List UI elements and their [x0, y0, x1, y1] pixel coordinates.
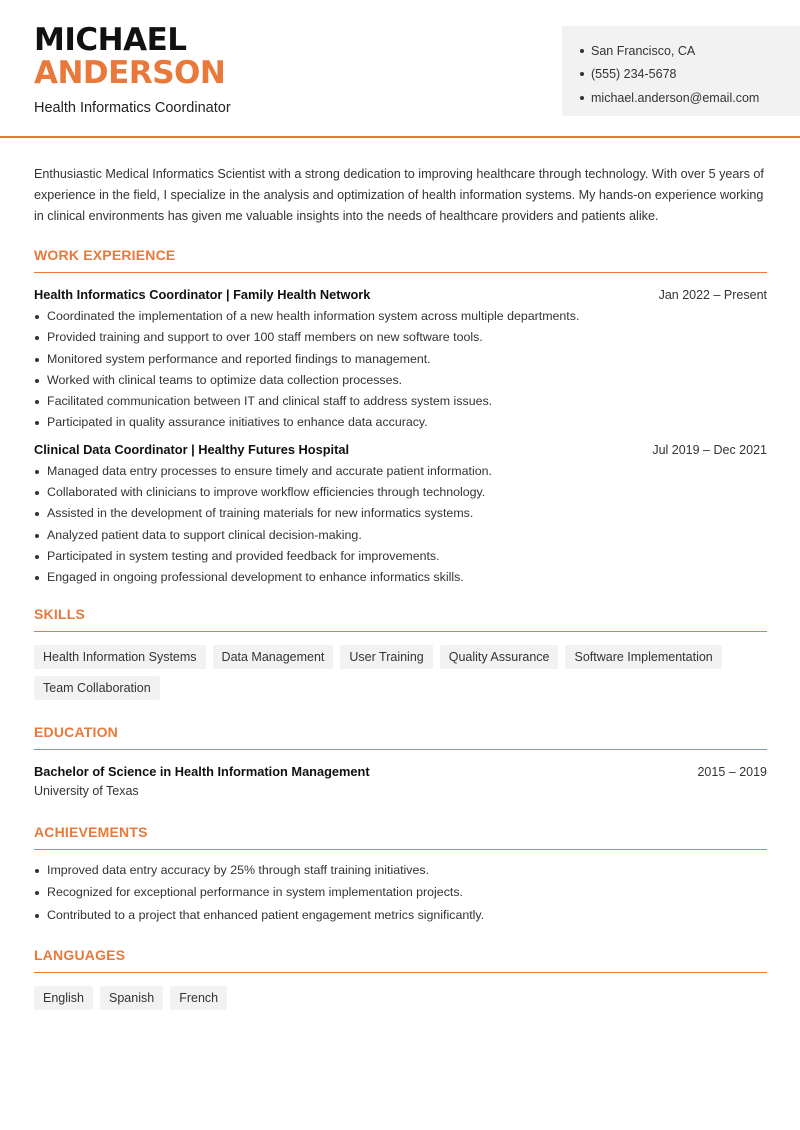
- list-item: Monitored system performance and reported findings to management.: [34, 353, 767, 374]
- school: University of Texas: [34, 783, 139, 798]
- section-title: WORK EXPERIENCE: [34, 247, 767, 273]
- section-title: LANGUAGES: [34, 947, 767, 973]
- bullet-icon: [580, 49, 584, 53]
- job-entry: [34, 442, 767, 593]
- contact-box: [562, 26, 800, 116]
- section-title: EDUCATION: [34, 724, 767, 750]
- language-tag: English: [34, 986, 93, 1010]
- list-item: Assisted in the development of training materials for new informatics systems.: [34, 507, 767, 528]
- list-item: Collaborated with clinicians to improve workflow efficiencies through technology.: [34, 486, 767, 507]
- job-header: [34, 442, 767, 457]
- skills-tags: [34, 645, 767, 700]
- skill-tag: Quality Assurance: [440, 645, 559, 669]
- education-header: [34, 764, 767, 779]
- job-title: Health Informatics Coordinator: [34, 100, 231, 116]
- list-item: Recognized for exceptional performance in system implementation projects.: [34, 886, 767, 909]
- bullet-icon: [580, 72, 584, 76]
- degree: Bachelor of Science in Health Information Management: [34, 763, 370, 779]
- achievements-list: [34, 864, 767, 932]
- achievements-section: [34, 824, 767, 932]
- list-item: Worked with clinical teams to optimize data collection processes.: [34, 374, 767, 395]
- contact-email: [580, 86, 800, 110]
- list-item: Provided training and support to over 100 staff members on new software tools.: [34, 331, 767, 352]
- skill-tag: Health Information Systems: [34, 645, 206, 669]
- skill-tag: Software Implementation: [565, 645, 721, 669]
- section-title: ACHIEVEMENTS: [34, 824, 767, 850]
- work-experience-section: [34, 247, 767, 593]
- resume-body: [34, 164, 767, 1010]
- list-item: Improved data entry accuracy by 25% through staff training initiatives.: [34, 864, 767, 887]
- summary: Enthusiastic Medical Informatics Scientist with a strong dedication to improving healthcare through technology. With over 5 years of experience in the field, I specialize in the analysis and optimization of health information systems. My hands-on experience working in clinical environments has given me valuable insights into the needs of healthcare providers and patients alike.: [34, 167, 764, 223]
- languages-section: [34, 947, 767, 1010]
- education-entry: [34, 764, 767, 798]
- list-item: Analyzed patient data to support clinical decision-making.: [34, 529, 767, 550]
- skill-tag: Team Collaboration: [34, 676, 160, 700]
- job-date: Jan 2022 – Present: [658, 288, 767, 302]
- skills-section: [34, 606, 767, 700]
- candidate-name: [34, 24, 225, 90]
- language-tag: French: [170, 986, 227, 1010]
- first-name: MICHAEL: [34, 22, 187, 58]
- job-heading: Health Informatics Coordinator | Family Health Network: [34, 287, 371, 302]
- list-item: Engaged in ongoing professional development to enhance informatics skills.: [34, 571, 767, 592]
- last-name: ANDERSON: [34, 55, 226, 91]
- list-item: Coordinated the implementation of a new health information system across multiple departments.: [34, 310, 767, 331]
- list-item: Participated in quality assurance initiatives to enhance data accuracy.: [34, 416, 767, 437]
- contact-phone-text: (555) 234-5678: [591, 67, 677, 82]
- education-years: 2015 – 2019: [697, 764, 767, 779]
- job-header: [34, 287, 767, 302]
- list-item: Managed data entry processes to ensure timely and accurate patient information.: [34, 465, 767, 486]
- contact-location-text: San Francisco, CA: [591, 43, 696, 58]
- language-tag: Spanish: [100, 986, 163, 1010]
- resume-header: [0, 0, 800, 138]
- list-item: Facilitated communication between IT and clinical staff to address system issues.: [34, 395, 767, 416]
- job-date: Jul 2019 – Dec 2021: [652, 442, 767, 457]
- job-bullets: [34, 310, 767, 438]
- contact-location: [580, 39, 800, 63]
- skill-tag: Data Management: [213, 645, 334, 669]
- section-title: SKILLS: [34, 606, 767, 632]
- list-item: Participated in system testing and provided feedback for improvements.: [34, 550, 767, 571]
- job-heading: Clinical Data Coordinator | Healthy Futures Hospital: [34, 441, 350, 457]
- contact-email-text: michael.anderson@email.com: [591, 90, 760, 105]
- list-item: Contributed to a project that enhanced patient engagement metrics significantly.: [34, 909, 767, 932]
- language-tags: [34, 986, 767, 1010]
- contact-phone: [580, 63, 800, 87]
- skill-tag: User Training: [340, 645, 432, 669]
- job-bullets: [34, 465, 767, 593]
- job-entry: [34, 287, 767, 438]
- education-section: [34, 724, 767, 798]
- bullet-icon: [580, 96, 584, 100]
